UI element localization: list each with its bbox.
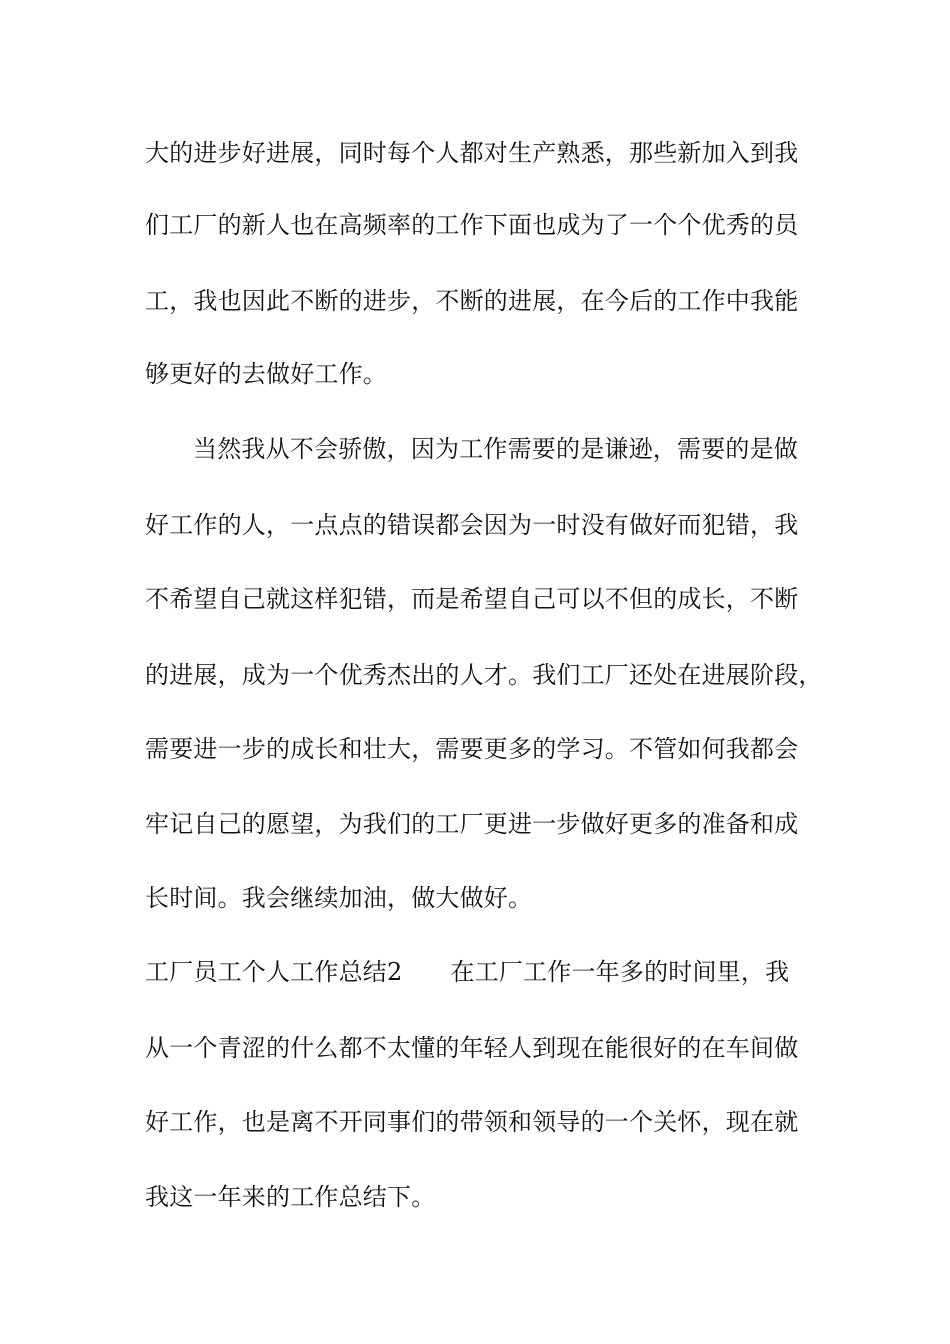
section-heading: 工厂员工个人工作总结2 xyxy=(145,958,403,986)
text-line: 够更好的去做好工作。 xyxy=(145,360,387,388)
text-line: 需要进一步的成长和壮大，需要更多的学习。不管如何我都会 xyxy=(145,735,799,763)
text-line: 工，我也因此不断的进步，不断的进展，在今后的工作中我能 xyxy=(145,287,799,315)
text-line: 好工作的人，一点点的错误都会因为一时没有做好而犯错，我 xyxy=(145,511,799,539)
text-line: 在工厂工作一年多的时间里，我 xyxy=(450,958,790,986)
text-line: 们工厂的新人也在高频率的工作下面也成为了一个个优秀的员 xyxy=(145,211,799,239)
section-heading-line xyxy=(145,956,789,988)
text-line: 我这一年来的工作总结下。 xyxy=(145,1183,436,1211)
text-line: 从一个青涩的什么都不太懂的年轻人到现在能很好的在车间做 xyxy=(145,1034,799,1062)
text-line: 大的进步好进展，同时每个人都对生产熟悉，那些新加入到我 xyxy=(145,139,799,167)
text-line: 牢记自己的愿望，为我们的工厂更进一步做好更多的准备和成 xyxy=(145,810,799,838)
text-line: 长时间。我会继续加油，做大做好。 xyxy=(145,884,533,912)
text-line: 的进展，成为一个优秀杰出的人才。我们工厂还处在进展阶段， xyxy=(145,661,823,689)
text-line: 当然我从不会骄傲，因为工作需要的是谦逊，需要的是做 xyxy=(193,435,798,463)
text-line: 不希望自己就这样犯错，而是希望自己可以不但的成长，不断 xyxy=(145,585,799,613)
text-line: 好工作，也是离不开同事们的带领和领导的一个关怀，现在就 xyxy=(145,1108,799,1136)
